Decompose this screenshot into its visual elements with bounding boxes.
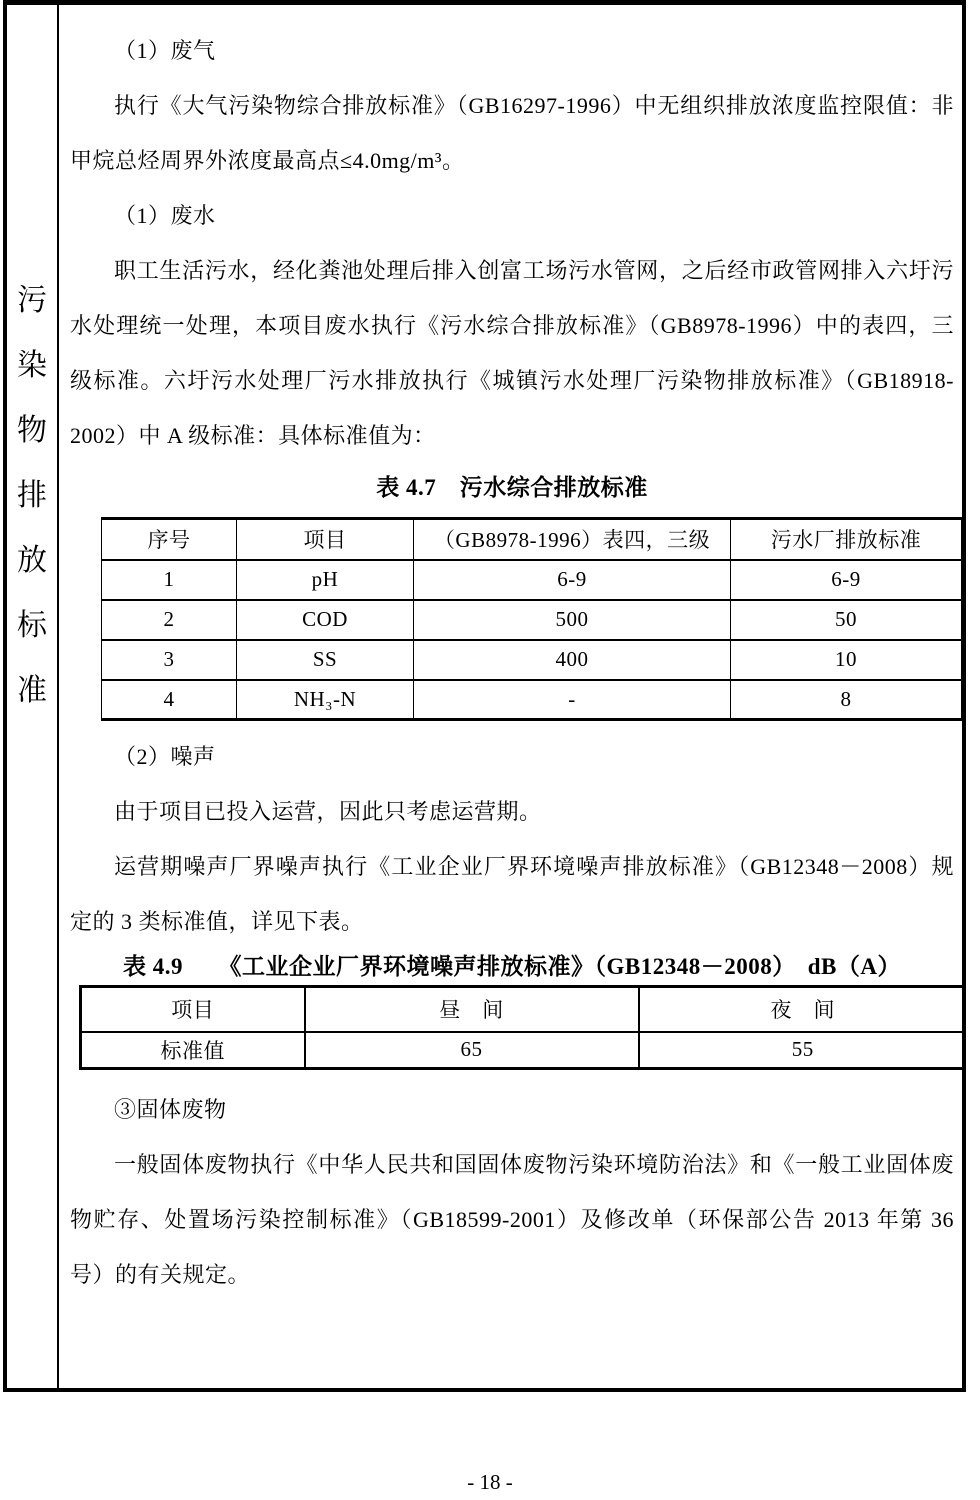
para-solid-waste-standard: 一般固体废物执行《中华人民共和国固体废物污染环境防治法》和《一般工业固体废物贮存、处置场污染控制标准》（GB18599-2001）及修改单（环保部公告 2013 年第 36 号）的有关规定。 [70,1152,954,1287]
table-row [102,680,962,720]
table49-header-row [81,987,963,1032]
form-border-box [3,0,966,1392]
table49-noise-standards [79,985,962,1070]
table-cell: 6-9 [414,560,731,600]
table-cell: 3 [102,640,237,680]
table49-title: 表 4.9 《工业企业厂界环境噪声排放标准》（GB12348－2008） dB（A） [123,954,901,979]
heading-waste-water: （1）废水 [114,203,216,228]
main-content-cell [59,5,962,1388]
para-waste-gas-standard: 执行《大气污染物综合排放标准》（GB16297-1996）中无组织排放浓度监控限值：非甲烷总烃周界外浓度最高点≤4.0mg/m³。 [70,93,954,173]
table-cell: 50 [731,600,962,640]
table-cell: 10 [731,640,962,680]
table47-header-cell: 污水厂排放标准 [731,519,962,560]
page-number: - 18 - [467,1470,513,1494]
sidebar-char: 染 [17,349,47,382]
sidebar-label-cell [7,5,59,1388]
table-cell: NH₃-N [237,680,414,720]
heading-solid-waste: ③固体废物 [114,1097,227,1122]
table-row [102,600,962,640]
table-cell: 400 [414,640,731,680]
table49-header-cell: 夜 间 [639,987,963,1032]
table47-header-row [102,519,962,560]
table47-title: 表 4.7 污水综合排放标准 [376,475,648,500]
para-noise-standard: 运营期噪声厂界噪声执行《工业企业厂界环境噪声排放标准》（GB12348－2008）规定的 3 类标准值，详见下表。 [70,854,954,934]
table-cell: 2 [102,600,237,640]
sidebar-char: 物 [17,414,47,447]
heading-waste-gas: （1）废气 [114,38,216,63]
table-cell: 6-9 [731,560,962,600]
table47-header-cell: 序号 [102,519,237,560]
table-row [102,640,962,680]
table-cell: 4 [102,680,237,720]
table-cell: COD [237,600,414,640]
table-cell: 1 [102,560,237,600]
para-waste-water-standard: 职工生活污水，经化粪池处理后排入创富工场污水管网，之后经市政管网排入六圩污水处理统一处理，本项目废水执行《污水综合排放标准》（GB8978-1996）中的表四，三级标准。六圩污水处理厂污水排放执行《城镇污水处理厂污染物排放标准》（GB18918-2002）中 A 级标准：具体标准值为： [70,258,954,448]
sidebar-char: 排 [17,479,47,512]
sidebar-char: 污 [17,284,47,317]
table-cell: 65 [305,1032,639,1069]
table47-header-cell: （GB8978-1996）表四，三级 [414,519,731,560]
table47-wastewater-standards [101,517,962,721]
table-row [81,1032,963,1069]
para-noise-operation: 由于项目已投入运营，因此只考虑运营期。 [114,799,542,824]
table-cell: 8 [731,680,962,720]
heading-noise: （2）噪声 [114,744,216,769]
sidebar-char: 标 [17,609,47,642]
sidebar-char: 放 [17,544,47,577]
sidebar-char: 准 [17,674,47,707]
table-cell: 标准值 [81,1032,305,1069]
table47-header-cell: 项目 [237,519,414,560]
table-row [102,560,962,600]
table-cell: - [414,680,731,720]
table49-header-cell: 昼 间 [305,987,639,1032]
table-cell: 55 [639,1032,963,1069]
table-cell: pH [237,560,414,600]
table-cell: SS [237,640,414,680]
table49-header-cell: 项目 [81,987,305,1032]
table-cell: 500 [414,600,731,640]
